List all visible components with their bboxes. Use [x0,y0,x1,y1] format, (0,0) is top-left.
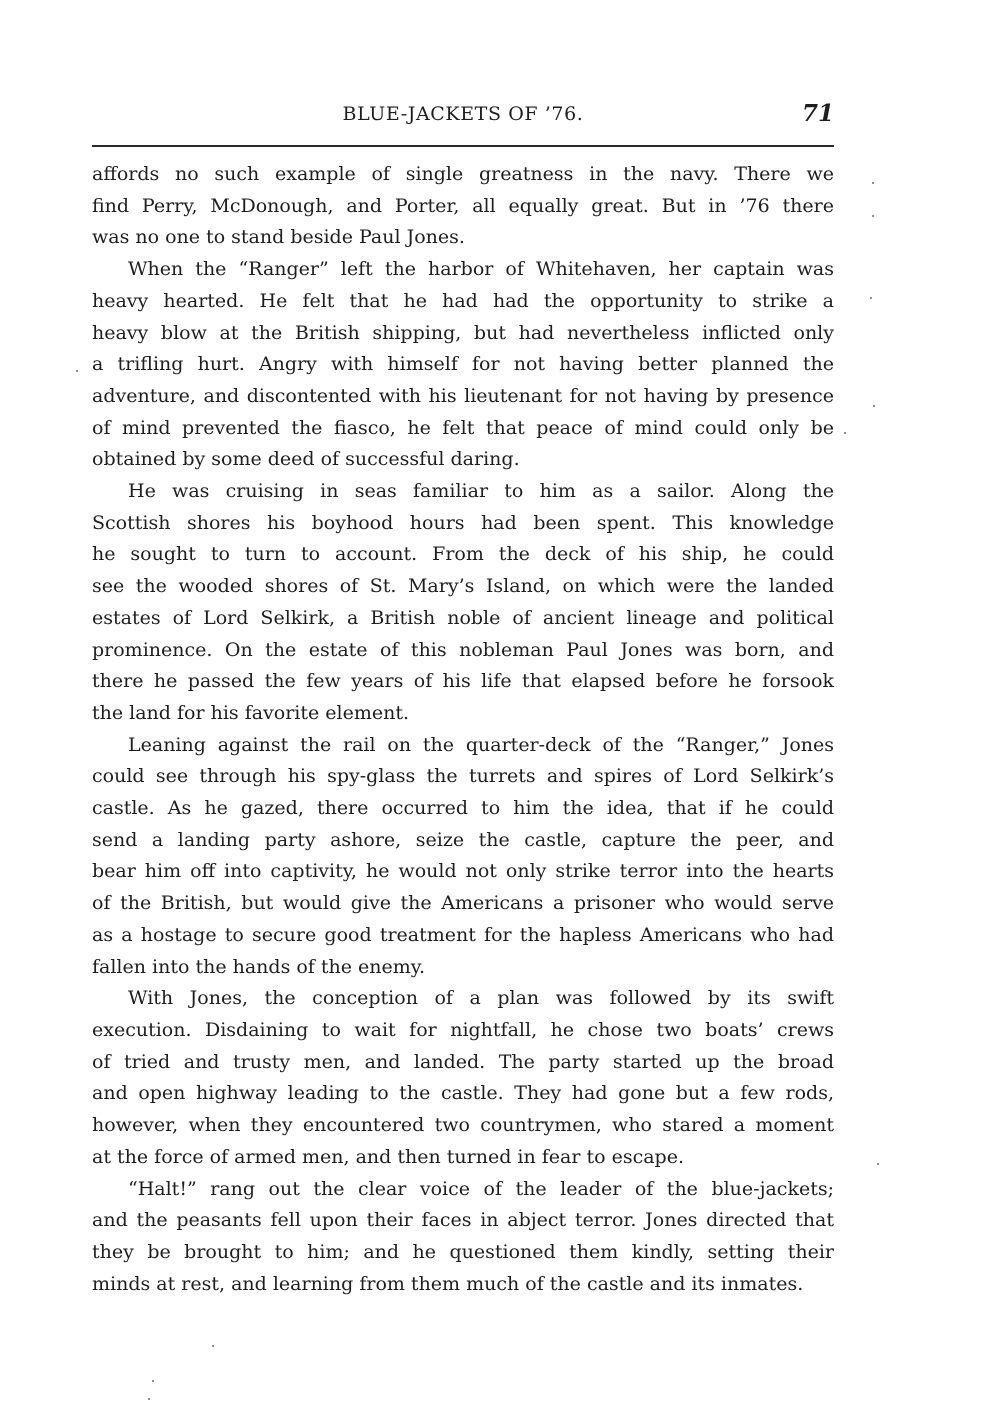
text-line: at the force of armed men, and then turned in fear to escape. [92,1145,684,1168]
paragraph-6 [92,1174,834,1301]
text-line: affords no such example of single greatness in the navy. There we [92,163,834,185]
paragraph-2 [92,254,834,476]
text-line: and the peasants fell upon their faces in abject terror. Jones directed that [92,1209,834,1232]
text-line: find Perry, McDonough, and Porter, all equally great. But in ’76 there [92,194,834,217]
text-line: fallen into the hands of the enemy. [92,955,426,978]
text-line: there he passed the few years of his life that elapsed before he forsook [92,670,834,693]
body-text [92,159,834,1300]
scan-speck [877,1163,879,1165]
text-line: and open highway leading to the castle. They had gone but a few rods, [92,1082,834,1105]
running-head [92,100,834,135]
header-rule [92,145,834,147]
text-line: estates of Lord Selkirk, a British noble of ancient lineage and political [92,606,834,629]
running-title: BLUE-JACKETS OF ’76. [342,103,584,125]
text-line: he sought to turn to account. From the deck of his ship, he could [92,543,834,566]
text-line: send a landing party ashore, seize the castle, capture the peer, and [92,828,834,851]
text-line: castle. As he gazed, there occurred to him the idea, that if he could [92,797,834,820]
paragraph-3 [92,476,834,730]
text-line: Scottish shores his boyhood hours had been spent. This knowledge [92,511,834,534]
text-line: “Halt!” rang out the clear voice of the leader of the blue-jackets; [128,1177,834,1200]
scan-speck [872,182,874,184]
page-number: 71 [801,100,834,127]
text-line: He was cruising in seas familiar to him as a sailor. Along the [128,480,834,503]
text-line: of the British, but would give the Americans a prisoner who would serve [92,892,834,915]
text-line: With Jones, the conception of a plan was followed by its swift [128,987,834,1010]
text-line: bear him off into captivity, he would not only strike terror into the hearts [92,860,834,883]
scan-speck [152,1380,154,1382]
text-line: however, when they encountered two countrymen, who stared a moment [92,1114,834,1137]
text-line: see the wooded shores of St. Mary’s Island, on which were the landed [92,575,834,598]
paragraph-1 [92,159,834,254]
text-line: prominence. On the estate of this nobleman Paul Jones was born, and [92,638,834,661]
text-line: Leaning against the rail on the quarter-deck of the “Ranger,” Jones [128,733,834,756]
text-line: they be brought to him; and he questioned them kindly, setting their [92,1240,834,1263]
text-line: as a hostage to secure good treatment for the hapless Americans who had [92,923,834,946]
paragraph-4 [92,730,834,984]
text-line: minds at rest, and learning from them much of the castle and its inmates. [92,1272,804,1295]
text-line: of tried and trusty men, and landed. The party started up the broad [92,1050,834,1073]
text-line: obtained by some deed of successful daring. [92,448,520,471]
text-line: heavy hearted. He felt that he had had the opportunity to strike a [92,289,834,312]
paragraph-5 [92,983,834,1173]
text-line: could see through his spy-glass the turrets and spires of Lord Selkirk’s [92,765,834,788]
scan-speck [844,432,846,434]
text-line: was no one to stand beside Paul Jones. [92,226,465,249]
scan-speck [212,1345,214,1347]
text-line: When the “Ranger” left the harbor of Whitehaven, her captain was [128,258,834,281]
text-line: adventure, and discontented with his lieutenant for not having by presence [92,384,834,407]
scan-speck [873,405,875,407]
text-line: a trifling hurt. Angry with himself for not having better planned the [92,353,834,376]
text-line: of mind prevented the fiasco, he felt that peace of mind could only be [92,416,834,439]
scan-speck [870,297,872,299]
text-line: the land for his favorite element. [92,701,410,724]
text-line: execution. Disdaining to wait for nightfall, he chose two boats’ crews [92,1018,834,1041]
scan-speck [872,215,874,217]
scan-speck [76,370,78,372]
scan-speck [148,1398,150,1400]
text-line: heavy blow at the British shipping, but had nevertheless inflicted only [92,321,834,344]
